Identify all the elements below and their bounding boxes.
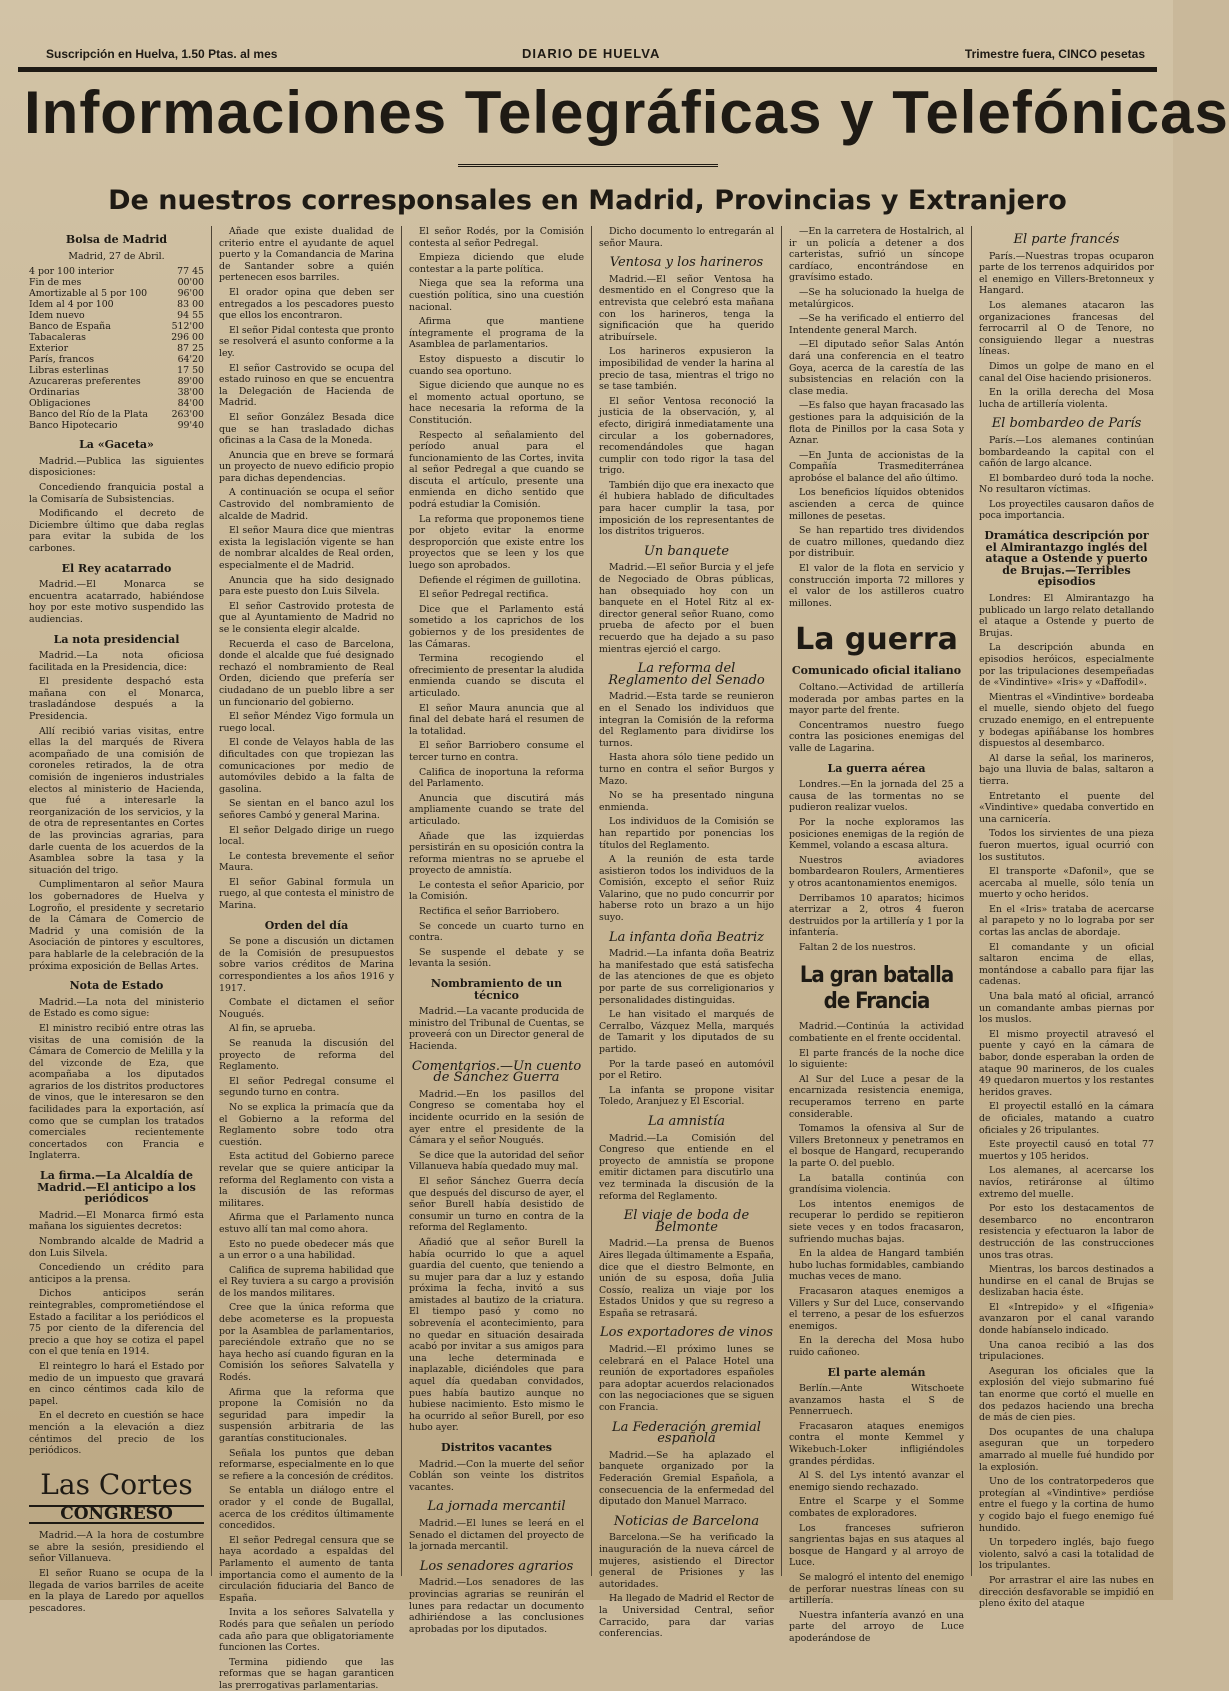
stock-name: Tabacaleras [29, 332, 86, 344]
paragraph: Coltano.—Actividad de artillería moderada por ambas partes en la mayor parte del frente. [789, 682, 964, 717]
section-title: La jornada mercantil [427, 1499, 566, 1515]
paragraph: Fracasaron ataques enemigos a Villers y Sur del Luce, conservando el terreno, a pesar de los esfuerzos enemigos. [789, 1285, 964, 1332]
stock-name: Banco del Río de la Plata [29, 409, 148, 421]
column-5 [782, 226, 972, 1644]
stock-name: Ordinarias [29, 387, 80, 399]
section-title: El parte alemán [827, 1365, 926, 1379]
paragraph: Faltan 2 de los nuestros. [799, 941, 916, 953]
paragraph: París.—Los alemanes continúan bombardeando la capital con el cañón de largo alcance. [979, 434, 1154, 470]
paragraph: Anuncia que en breve se formará un proyecto de nuevo edificio propio para dichas dependencias. [219, 449, 394, 484]
paragraph: Concentramos nuestro fuego contra las posiciones enemigas del valle de Lagarina. [789, 719, 964, 754]
stock-row [29, 310, 204, 321]
paragraph: París.—Nuestras tropas ocuparon parte de los terrenos adquiridos por el enemigo en Villers-Bretonneux y Hangard. [979, 250, 1154, 297]
paragraph: Madrid.—Se ha aplazado el banquete organizado por la Federación Gremial Española, a consecuencia de la enfermedad del diputado don Manuel Marraco. [599, 1449, 774, 1508]
stock-value: 00'00 [177, 277, 204, 289]
paragraph: Le han visitado el marqués de Cerralbo, Vázquez Mella, marqués de Tamarit y los diputados de su partido. [599, 1009, 774, 1055]
section-title: Nombramiento de un técnico [430, 977, 563, 1002]
paragraph: Se malogró el intento del enemigo de perforar nuestras líneas con su artillería. [789, 1572, 964, 1607]
stock-table [29, 266, 204, 431]
column-3 [402, 226, 592, 1635]
section-title: La guerra aérea [827, 761, 926, 775]
stock-value: 17 50 [177, 365, 204, 377]
stock-row [29, 387, 204, 398]
ornament-divider [458, 164, 718, 173]
paragraph: En el decreto en cuestión se hace mención a la elevación a diez céntimos del precio de los periódicos. [29, 1410, 204, 1457]
paragraph: La descripción abunda en episodios heróicos, especialmente por las tripulaciones desempeñadas de «Vindintive» «Iris» y «Daffodil». [979, 642, 1154, 689]
paragraph: —En la carretera de Hostalrich, al ir un policía a detener a dos carteristas, sufrió un síncope cardíaco, encontrándose en gravísimo estado. [789, 226, 964, 284]
paragraph: Se entabla un diálogo entre el orador y el conde de Bugallal, acerca de los créditos últimamente concedidos. [219, 1485, 394, 1532]
quarterly-note: Trimestre fuera, CINCO pesetas [964, 47, 1145, 61]
section-title: El parte francés [1013, 232, 1120, 247]
stock-row [29, 365, 204, 376]
paragraph: El señor Rodés, por la Comisión contesta al señor Pedregal. [409, 226, 584, 249]
stock-value: 96'00 [177, 288, 204, 300]
stock-name: Amortizable al 5 por 100 [29, 288, 148, 300]
paragraph: Allí recibió varias visitas, entre ellas la del marqués de Rivera acompañado de una comisión de coroneles retirados, la de otra comisión de ingenieros industriales electos al ministerio de Hacienda, que fué a interesarle la reorganización de los servicios, y la de otra de representantes en Cortes de las provincias agrarias, para darle cuenta de los acuerdos de la Asamblea sobre la tasa y la situación del trigo. [29, 725, 204, 876]
paragraph: El señor Maura dice que mientras exista la legislación vigente se han de nombrar alcaldes de Real orden, especialmente el de Madrid. [219, 525, 394, 572]
paragraph: Le contesta brevemente el señor Maura. [219, 850, 394, 874]
section-title: Ventosa y los harineros [609, 255, 764, 271]
paragraph: El mismo proyectil atravesó el puente y cayó en la cámara de babor, donde esperaban la orden de ataque 90 marineros, de los cuales 49 quedaron muertos y los restantes heridos graves. [979, 1028, 1154, 1098]
paragraph: Los harineros expusieron la imposibilidad de vender la harina al precio de tasa, mientras el trigo no se tase también. [599, 346, 774, 393]
paragraph: No se ha presentado ninguna enmienda. [599, 790, 774, 813]
paragraph: Berlín.—Ante Witschoete avanzamos hasta el S de Pennerruech. [789, 1383, 964, 1418]
stock-name: Idem nuevo [29, 310, 85, 322]
paragraph: El valor de la flota en servicio y construcción importa 72 millores y el valor de los astilleros cuatro millones. [789, 563, 964, 609]
paragraph: El señor Ruano se ocupa de la llegada de varios barriles de aceite en la playa de Laredo por aquellos pescadores. [29, 1568, 204, 1614]
paragraph: Esta actitud del Gobierno parece revelar que se quiere anticipar la reforma del Reglamento con vista a la discusión de las reformas militares. [219, 1151, 394, 1209]
section-title: La infanta doña Beatriz [609, 929, 764, 945]
paragraph: El señor Pedregal censura que se haya acordado a espaldas del Parlamento el aumento de tanta importancia como el aumento de la circulación fiduciaria del Banco de España. [219, 1534, 394, 1604]
section-title: La «Gaceta» [79, 438, 154, 452]
paragraph: Combate el dictamen el señor Nougués. [219, 997, 394, 1020]
paragraph: Recuerda el caso de Barcelona, donde el alcalde que fué designado rechazó el nombramiento de Real Orden, diciendo que prefería ser ciudadano de un pueblo libre a ser un funcionario del gobierno. [219, 638, 394, 708]
section-title: Un banquete [643, 543, 730, 559]
stock-name: Fin de mes [29, 277, 82, 289]
stock-name: Obligaciones [29, 398, 91, 410]
paragraph: Afirma que mantiene íntegramente el programa de la Asamblea de parlamentarios. [409, 316, 584, 351]
paragraph: Rectifica el señor Barriobero. [419, 906, 560, 918]
section-title: La firma.—La Alcaldía de Madrid.—El anticipo a los periódicos [37, 1169, 196, 1206]
paragraph: A continuación se ocupa el señor Castrovido del nombramiento de alcalde de Madrid. [219, 487, 394, 522]
paragraph: El «Intrepido» y el «Ifigenia» avanzaron por el canal varando donde habíanselo indicado. [979, 1301, 1154, 1337]
stock-row [29, 332, 204, 343]
section-title: Los exportadores de vinos [599, 1325, 773, 1341]
paragraph: El señor Pedregal rectifica. [419, 589, 549, 601]
paragraph: El transporte «Dafonil», que se acercaba al muelle, sólo tenía un muerto y ocho heridos. [979, 866, 1154, 901]
paragraph: Al darse la señal, los marineros, bajo una lluvia de balas, saltaron a tierra. [979, 752, 1154, 787]
paragraph: El señor Maura anuncia que al final del debate hará el resumen de la totalidad. [409, 702, 584, 737]
column-2 [212, 226, 402, 1691]
paragraph: En la aldea de Hangard también hubo luchas formidables, cambiando muchas veces de mano. [789, 1248, 964, 1283]
page-subbanner: De nuestros corresponsales en Madrid, Provincias y Extranjero [108, 185, 1067, 216]
paragraph: Cumplimentaron al señor Maura los gobernadores de Huelva y Logroño, el presidente y secretario de la Cámara de Comercio de Madrid y una comisión de la Asociación de pintores y escultores, para hablarle de la celebración de la próxima exposición de Bellas Artes. [29, 879, 204, 972]
newspaper-name: DIARIO DE HUELVA [522, 46, 661, 61]
stock-value: 99'40 [177, 420, 204, 432]
stock-value: 89'00 [177, 376, 204, 388]
paragraph: El señor Castrovido protesta de que al Ayuntamiento de Madrid no se le consienta elegir alcalde. [219, 600, 394, 635]
paragraph: El señor González Besada dice que se han trasladado dichas oficinas a la Casa de la Moneda. [219, 411, 394, 447]
stock-value: 263'00 [171, 409, 204, 421]
paragraph: En el «Iris» trataba de acercarse al parapeto y no lo lograba por ser cortas las anclas de abordaje. [979, 903, 1154, 939]
section-headline: La gran batalla de Francia [799, 963, 954, 1015]
section-title: Comunicado oficial italiano [791, 664, 962, 678]
paragraph: Los franceses sufrieron sangrientas bajas en sus ataques al bosque de Hangard y al arroyo de Luce. [789, 1522, 964, 1569]
paragraph: —Es falso que hayan fracasado las gestiones para la adquisición de la flota de Pinillos por la casa Sota y Aznar. [789, 400, 964, 447]
stock-name: Exterior [29, 343, 69, 355]
paragraph: Al S. del Lys intentó avanzar el enemigo siendo rechazado. [789, 1470, 964, 1493]
paragraph: También dijo que era inexacto que él hubiera hablado de dificultades para hacer cumplir la tasa, por imposición de los representantes de los distritos trigueros. [599, 479, 774, 538]
paragraph: Madrid.—Esta tarde se reunieron en el Senado los individuos que integran la Comisión de la reforma del Reglamento para dividirse los turnos. [599, 691, 774, 749]
section-headline: Las Cortes [40, 1467, 193, 1501]
paragraph: Anuncia que discutirá más ampliamente cuando se trate del articulado. [409, 792, 584, 827]
paragraph: Aseguran los oficiales que la explosión del viejo submarino fué tan enorme que cortó el muelle en dos pedazos haciendo una brecha de más de cien pies. [979, 1365, 1154, 1424]
paragraph: Dice que el Parlamento está sometido a los caprichos de los gobiernos y de los presidentes de las Cámaras. [409, 603, 584, 650]
paragraph: Se reanuda la discusión del proyecto de reforma del Reglamento. [219, 1038, 394, 1073]
paragraph: Invita a los señores Salvatella y Rodés para que señalen un período cada año para que obligatoriamente funcionen las Cortes. [219, 1607, 394, 1654]
stock-row [29, 266, 204, 277]
section-title: Nota de Estado [69, 979, 164, 993]
paragraph: Una canoa recibió a las dos tripulaciones. [979, 1339, 1154, 1363]
paragraph: Mientras el «Vindintive» bordeaba el muelle, siendo objeto del fuego cruzado enemigo, en el entrepuente y bodegas apiñábanse los hombres dispuestos al desembarco. [979, 691, 1154, 750]
paragraph: Se han repartido tres dividendos de cuatro millones, quedando diez por distribuir. [789, 525, 964, 560]
paragraph: El proyectil estalló en la cámara de oficiales, matando a cuatro oficiales y 26 tripulantes. [979, 1101, 1154, 1136]
masthead-bar [10, 0, 1165, 65]
stock-value: 64'20 [177, 354, 204, 366]
paragraph: Añade que las izquierdas persistirán en su oposición contra la reforma mientras no se apruebe el proyecto de amnistía. [409, 830, 584, 877]
dateline: Madrid, 27 de Abril. [68, 250, 165, 262]
paragraph: Concediendo un crédito para anticipos a la prensa. [29, 1262, 204, 1285]
paragraph: —El diputado señor Salas Antón dará una conferencia en el teatro Goya, acerca de la carestía de las subsistencias en relación con la clase media. [789, 339, 964, 397]
paragraph: Madrid.—El señor Ventosa ha desmentido en el Congreso que la entrevista que celebró esta mañana con los harineros, tenga la significación que ha querido atribuírsele. [599, 273, 774, 343]
paragraph: Nombrando alcalde de Madrid a don Luis Silvela. [29, 1236, 204, 1259]
stock-row [29, 354, 204, 365]
paragraph: Dimos un golpe de mano en el canal del Oise haciendo prisioneros. [979, 360, 1154, 384]
paragraph: Mientras, los barcos destinados a hundirse en el canal de Brujas se deslizaban hacia éste. [979, 1264, 1154, 1299]
section-title: Noticias de Barcelona [613, 1513, 760, 1529]
paragraph: El parte francés de la noche dice lo siguiente: [789, 1047, 964, 1071]
paragraph: Uno de los contratorpederos que protegían al «Vindintive» perdióse entre el fuego y la cortina de humo y cogido bajo el fuego enemigo fué hundido. [979, 1476, 1154, 1534]
paragraph: No se explica la primacía que da el Gobierno a la reforma del Reglamento sobre todo otra cuestión. [219, 1101, 394, 1148]
paragraph: Madrid.—El lunes se leerá en el Senado el dictamen del proyecto de la jornada mercantil. [409, 1517, 584, 1553]
paragraph: El ministro recibió entre otras las visitas de una comisión de la Cámara de Comercio de Melilla y la del vizconde de Eza, que acompañaba a los diputados agrarios de los distritos productores de vinos, que le interesaron se den facilidades para la exportación, así como que se cumplan los tratados comerciales recientemente concertados con Francia e Inglaterra. [29, 1022, 204, 1162]
paragraph: Dicho documento lo entregarán al señor Maura. [599, 226, 774, 249]
stock-value: 84'00 [177, 398, 204, 410]
paragraph: Una bala mató al oficial, arrancó un comandante ambas piernas por los muslos. [979, 991, 1154, 1026]
paragraph: Madrid.—A la hora de costumbre se abre la sesión, presidiendo el señor Villanueva. [29, 1530, 204, 1565]
paragraph: Señala los puntos que deban reformarse, especialmente en lo que se refiere a la concesión de créditos. [219, 1447, 394, 1482]
paragraph: Concediendo franquicia postal a la Comisaría de Subsistencias. [29, 481, 204, 505]
paragraph: Los alemanes, al acercarse los navíos, retiráronse al último extremo del muelle. [979, 1165, 1154, 1200]
paragraph: En la derecha del Mosa hubo ruido cañoneo. [789, 1335, 964, 1358]
paragraph: Los intentos enemigos de recuperar lo perdido se repitieron siete veces y en todos fracasaron, sufriendo muchas bajas. [789, 1198, 964, 1245]
stock-name: Idem al 4 por 100 [29, 299, 114, 311]
paragraph: La reforma que proponemos tiene por objeto evitar la enorme desproporción que existe entre los proyectos que se leen y los que luego son aprobados. [409, 513, 584, 572]
paragraph: Madrid.—Los senadores de las provincias agrarias se reunirán el lunes para redactar un documento adhiriéndose a las conclusiones aprobadas por los diputados. [409, 1577, 584, 1635]
paragraph: Ha llegado de Madrid el Rector de la Universidad Central, señor Carracido, para dar varias conferencias. [599, 1593, 774, 1640]
paragraph: Se sientan en el banco azul los señores Cambó y general Marina. [219, 798, 394, 821]
paragraph: El presidente despachó esta mañana con el Monarca, trasladándose después a la Presidencia. [29, 676, 204, 723]
section-title: Bolsa de Madrid [65, 233, 168, 246]
paragraph: Esto no puede obedecer más que a un error o a una habilidad. [219, 1238, 394, 1262]
section-headline: La guerra [795, 622, 958, 658]
paragraph: Afirma que el Parlamento nunca estuvo allí tan mal como ahora. [219, 1212, 394, 1235]
paragraph: Se dice que la autoridad del señor Villanueva había quedado muy mal. [409, 1149, 584, 1173]
paragraph: Le contesta el señor Aparicio, por la Comisión. [409, 879, 584, 903]
paragraph: Añadió que al señor Burell la había ocurrido lo que a aquel guardia del cuento, que teniendo a su mujer para dar a luz y estando próxima la fecha, invitó a sus amistades al bautizo de la criatura. El tiempo pasó y como no sobrevenía el acontecimiento, para no quedar en situación desairada acabó por invitar a sus amigos para una leche determinada e inaplazable, diciéndoles que para aquel día quedaban convidados, pues había bautizo aunque no hubiese nacimiento. Esto mismo le ha ocurrido al señor Burell, por eso hubo ayer. [409, 1236, 584, 1434]
stock-name: París, francos [29, 354, 95, 366]
column-1 [22, 226, 212, 1614]
paragraph: El señor Delgado dirige un ruego local. [219, 824, 394, 848]
paragraph: Barcelona.—Se ha verificado la inauguración de la nueva cárcel de mujeres, asistiendo el Director general de Prisiones y las autoridades. [599, 1532, 774, 1590]
section-title: Comentarios.—Un cuento de Sánchez Guerra [411, 1058, 582, 1086]
section-title: Orden del día [264, 918, 349, 932]
paragraph: El señor Pedregal consume el segundo turno en contra. [219, 1075, 394, 1099]
paragraph: Madrid.—La infanta doña Beatriz ha manifestado que está satisfecha de las atenciones de que es objeto por parte de sus correligionarios y personalidades distinguidas. [599, 948, 774, 1006]
paragraph: Londres: El Almirantazgo ha publicado un largo relato detallando el ataque a Ostende y puerto de Brujas. [979, 593, 1154, 639]
paragraph: En la orilla derecha del Mosa lucha de artillería violenta. [979, 387, 1154, 410]
paragraph: Por la noche exploramos las posiciones enemigas de la región de Kemmel, volando a escasa altura. [789, 816, 964, 852]
paragraph: Madrid.—La Comisión del Congreso que entiende en el proyecto de amnistía se propone emitir dictamen para discutirlo una vez terminada la discusión de la reforma del Reglamento. [599, 1132, 774, 1202]
stock-row [29, 277, 204, 288]
paragraph: Este proyectil causó en total 77 muertos y 105 heridos. [979, 1139, 1154, 1162]
paragraph: El bombardeo duró toda la noche. No resultaron víctimas. [979, 472, 1154, 496]
header-rule [18, 67, 1157, 72]
paragraph: —En Junta de accionistas de la Compañía Trasmediterránea aprobóse el balance del año último. [789, 449, 964, 484]
paragraph: —Se ha verificado el entierro del Intendente general March. [789, 313, 964, 336]
stock-value: 83 00 [177, 299, 204, 311]
section-title: Distritos vacantes [440, 1441, 553, 1454]
paragraph: Todos los sirvientes de una pieza fueron muertos, igual ocurrió con los sustitutos. [979, 828, 1154, 863]
paragraph: Madrid.—El próximo lunes se celebrará en el Palace Hotel una reunión de exportadores españoles para adoptar acuerdos relacionados con las negociaciones que se siguen con Francia. [599, 1344, 774, 1414]
paragraph: Los beneficios líquidos obtenidos ascienden a cerca de quince millones de pesetas. [789, 487, 964, 522]
stock-value: 94 55 [177, 310, 204, 322]
stock-value: 38'00 [177, 387, 204, 399]
paragraph: El orador opina que deben ser entregados a los pescadores puesto que ellos los encontraron. [219, 286, 394, 322]
paragraph: Al fin, se aprueba. [229, 1023, 316, 1035]
paragraph: Los individuos de la Comisión se han repartido por ponencias los títulos del Reglamento. [599, 816, 774, 851]
paragraph: Al Sur del Luce a pesar de la encarnizada resistencia enemiga, recuperamos terreno en parte considerable. [789, 1073, 964, 1120]
paragraph: Termina recogiendo el ofrecimiento de presentar la aludida enmienda cuando se discuta el articulado. [409, 653, 584, 699]
stock-name: Banco de España [29, 321, 111, 333]
section-title: CONGRESO [29, 1505, 204, 1525]
section-title: La nota presidencial [53, 632, 180, 646]
paragraph: El señor Gabinal formula un ruego, al que contesta el ministro de Marina. [219, 876, 394, 912]
section-title: El viaje de boda de Belmonte [623, 1208, 750, 1235]
paragraph: Fracasaron ataques enemigos contra el monte Kemmel y Wikebuch-Loker infligiéndoles grandes pérdidas. [789, 1420, 964, 1467]
paragraph: Defiende el régimen de guillotina. [419, 574, 582, 586]
paragraph: Londres.—En la jornada del 25 a causa de las tormentas no se pudieron realizar vuelos. [789, 779, 964, 814]
paragraph: Los alemanes atacaron las organizaciones francesas del ferrocarril al O de Tenore, no consiguiendo llegar a nuestras líneas. [979, 299, 1154, 358]
paragraph: Madrid.—La prensa de Buenos Aires llegada últimamente a España, dice que el diestro Belmonte, en unión de su esposa, doña Julia Cossío, realiza un viaje por los Estados Unidos y que su regreso a España se retrasará. [599, 1238, 774, 1319]
paragraph: Madrid.—El señor Burcia y el jefe de Negociado de Obras públicas, han obsequiado hoy con un banquete en el Hotel Ritz al ex-director general señor Ruano, como prueba de afecto por el buen recuerdo que ha dejado a su paso mientras ejerció el cargo. [599, 562, 774, 655]
paragraph: Tomamos la ofensiva al Sur de Villers Bretonneux y penetramos en el bosque de Hangard, recuperando la parte O. del pueblo. [789, 1123, 964, 1169]
paragraph: El señor Pidal contesta que pronto se resolverá el asunto conforme a la ley. [219, 324, 394, 359]
stock-name: Libras esterlinas [29, 365, 109, 377]
paragraph: Empieza diciendo que elude contestar a la parte política. [409, 252, 584, 275]
paragraph: Madrid.—El Monarca firmó esta mañana los siguientes decretos: [29, 1209, 204, 1233]
paragraph: Respecto al señalamiento del período anual para el funcionamiento de las Cortes, invita al señor Pedregal a que cuando se discuta el artículo, presente una enmienda en dicho sentido que podrá estudiar la Comisión. [409, 429, 584, 511]
paragraph: El señor Barriobero consume el tercer turno en contra. [409, 740, 584, 763]
paragraph: Por la tarde paseó en automóvil por el Retiro. [599, 1058, 774, 1082]
stock-name: Banco Hipotecario [29, 420, 118, 432]
column-4 [592, 226, 782, 1640]
paragraph: El señor Méndez Vigo formula un ruego local. [219, 711, 394, 734]
paragraph: A la reunión de esta tarde asistieron todos los individuos de la Comisión, excepto el señor Ruiz Valarino, que no pudo concurrir por haberse roto un brazo a un hijo suyo. [599, 854, 774, 924]
paragraph: Nuestra infantería avanzó en una parte del arroyo de Luce apoderándose de [789, 1609, 964, 1644]
paragraph: La batalla continúa con grandísima violencia. [789, 1172, 964, 1196]
stock-row [29, 409, 204, 420]
stock-row [29, 299, 204, 310]
section-title: El Rey acatarrado [61, 561, 172, 575]
paragraph: Nuestros aviadores bombardearon Roulers, Armentieres y otros acantonamientos enemigos. [789, 854, 964, 889]
paragraph: Sigue diciendo que aunque no es el momento actual oportuno, se hace necesaria la reforma de la Constitución. [409, 380, 584, 426]
paragraph: Modificando el decreto de Diciembre último que daba reglas para evitar la subida de los carbones. [29, 508, 204, 554]
section-title: La reforma del Reglamento del Senado [608, 661, 765, 688]
paragraph: Anuncia que ha sido designado para este puesto don Luis Silvela. [219, 574, 394, 598]
stock-value: 87 25 [177, 343, 204, 355]
paragraph: Niega que sea la reforma una cuestión política, sino una cuestión nacional. [409, 278, 584, 313]
paragraph: El comandante y un oficial saltaron encima de ellas, montándose a caballo para fijar las cadenas. [979, 941, 1154, 988]
stock-row [29, 343, 204, 354]
paragraph: Entretanto el puente del «Vindintive» quedaba convertido en una carnicería. [979, 790, 1154, 825]
paragraph: Termina pidiendo que las reformas que se hagan garanticen las prerrogativas parlamentarias. [219, 1656, 394, 1691]
stock-name: Azucareras preferentes [29, 376, 141, 388]
paragraph: Derribamos 10 aparatos; hicimos aterrizar a 2, otros 4 fueron destruidos por la artillería y 1 por la infantería. [789, 892, 964, 939]
paragraph: Dichos anticipos serán reintegrables, comprometiéndose el Estado a facilitar a los periódicos el 75 por ciento de la diferencia del precio a que hoy se cotiza el papel con el que tenía en 1914. [29, 1288, 204, 1358]
paragraph: Entre el Scarpe y el Somme combates de exploradores. [789, 1496, 964, 1520]
paragraph: El conde de Velayos habla de las dificultades con que tropiezan las comunicaciones por medio de automóviles debido a la falta de gasolina. [219, 737, 394, 795]
stock-value: 296 00 [171, 332, 204, 344]
section-title: La Federación gremial española [612, 1419, 761, 1447]
paragraph: El señor Sánchez Guerra decía que después del discurso de ayer, el señor Burell había desistido de consumir un turno en contra de la reforma del Reglamento. [409, 1175, 584, 1234]
paragraph: Madrid.—Publica las siguientes disposiciones: [29, 455, 204, 479]
section-title: El bombardeo de París [991, 416, 1142, 432]
paragraph: Los proyectiles causaron daños de poca importancia. [979, 498, 1154, 522]
subscription-note: Suscripción en Huelva, 1.50 Ptas. al mes [46, 47, 278, 61]
paragraph: Madrid.—La vacante producida de ministro del Tribunal de Cuentas, se proveerá con un Director general de Hacienda. [409, 1006, 584, 1052]
stock-value: 77 45 [177, 266, 204, 278]
article-columns [10, 226, 1165, 1691]
paragraph: Califica de suprema habilidad que el Rey tuviera a su cargo a provisión de los mandos militares. [219, 1264, 394, 1299]
stock-row [29, 398, 204, 409]
paragraph: Se pone a discusión un dictamen de la Comisión de presupuestos sobre varios créditos de Marina correspondientes a los años 1916 y 1917. [219, 936, 394, 994]
stock-row [29, 420, 204, 431]
paragraph: Cree que la única reforma que debe acometerse es la propuesta por la Asamblea de parlamentarios, pareciéndole extraño que no se haya hecho así cuando figuran en la Comisión los señores Salvatella y Rodés. [219, 1302, 394, 1384]
stock-row [29, 321, 204, 332]
paragraph: Hasta ahora sólo tiene pedido un turno en contra el señor Burgos y Mazo. [599, 752, 774, 787]
section-title: Los senadores agrarios [419, 1558, 574, 1574]
paragraph: El señor Ventosa reconoció la justicia de la observación, y, al efecto, dirigirá inmediatamente una circular a los gobernadores, recomendándoles que hagan cumplir con todo rigor la tasa del trigo. [599, 395, 774, 477]
section-title: Dramática descripción por el Almirantazgo inglés del ataque a Ostende y puerto de Brujas.—Terribles episodios [984, 529, 1149, 589]
paragraph: La infanta se propone visitar Toledo, Aranjuez y El Escorial. [599, 1084, 774, 1108]
paragraph: El reintegro lo hará el Estado por medio de un impuesto que gravará en cinco céntimos cada kilo de papel. [29, 1360, 204, 1407]
stock-row [29, 376, 204, 387]
section-title: La amnistía [648, 1113, 725, 1129]
paragraph: Madrid.—El Monarca se encuentra acatarrado, habiéndose hoy por este motivo suspendido las audiencias. [29, 579, 204, 625]
page-banner: Informaciones Telegráficas y Telefónicas [24, 79, 1229, 146]
paragraph: Por arrastrar el aire las nubes en dirección desfavorable se impidió en pleno éxito del ataque [979, 1574, 1154, 1610]
paragraph: Califica de inoportuna la reforma del Parlamento. [409, 766, 584, 790]
paragraph: Madrid.—La nota oficiosa facilitada en la Presidencia, dice: [29, 650, 204, 673]
paragraph: Dos ocupantes de una chalupa aseguran que un torpedero amarrado al muelle fué hundido por la explosión. [979, 1426, 1154, 1473]
paragraph: Por esto los destacamentos de desembarco no encontraron resistencia y efectuaron la labor de destrucción de las construcciones unos tras otras. [979, 1203, 1154, 1261]
paragraph: Madrid.—Continúa la actividad combatiente en el frente occidental. [789, 1021, 964, 1045]
stock-name: 4 por 100 interior [29, 266, 114, 278]
stock-value: 512'00 [171, 321, 204, 333]
paragraph: Afirma que la reforma que propone la Comisión no da seguridad para impedir la suspensión arbitraria de las garantías constitucionales. [219, 1386, 394, 1444]
stock-row [29, 288, 204, 299]
column-6 [972, 226, 1161, 1610]
paragraph: Madrid.—Con la muerte del señor Coblán son veinte los distritos vacantes. [409, 1458, 584, 1493]
paragraph: Añade que existe dualidad de criterio entre el ayudante de aquel puerto y la Comandancia de Marina de Santander sobre a quién pertenecen esos barriles. [219, 226, 394, 284]
paragraph: Se concede un cuarto turno en contra. [409, 920, 584, 944]
paragraph: Se suspende el debate y se levanta la sesión. [409, 946, 584, 970]
paragraph: Estoy dispuesto a discutir lo cuando sea oportuno. [409, 353, 584, 377]
paragraph: Madrid.—La nota del ministerio de Estado es como sigue: [29, 996, 204, 1020]
paragraph: Madrid.—En los pasillos del Congreso se comentaba hoy el incidente ocurrido en la sesión de ayer entre el presidente de la Cámara y el señor Nougués. [409, 1088, 584, 1147]
paragraph: Un torpedero inglés, bajo fuego violento, salvó a casi la totalidad de los tripulantes. [979, 1537, 1154, 1572]
paragraph: —Se ha solucionado la huelga de metalúrgicos. [789, 286, 964, 310]
paragraph: El señor Castrovido se ocupa del estado ruinoso en que se encuentra la Delegación de Hacienda de Madrid. [219, 362, 394, 409]
